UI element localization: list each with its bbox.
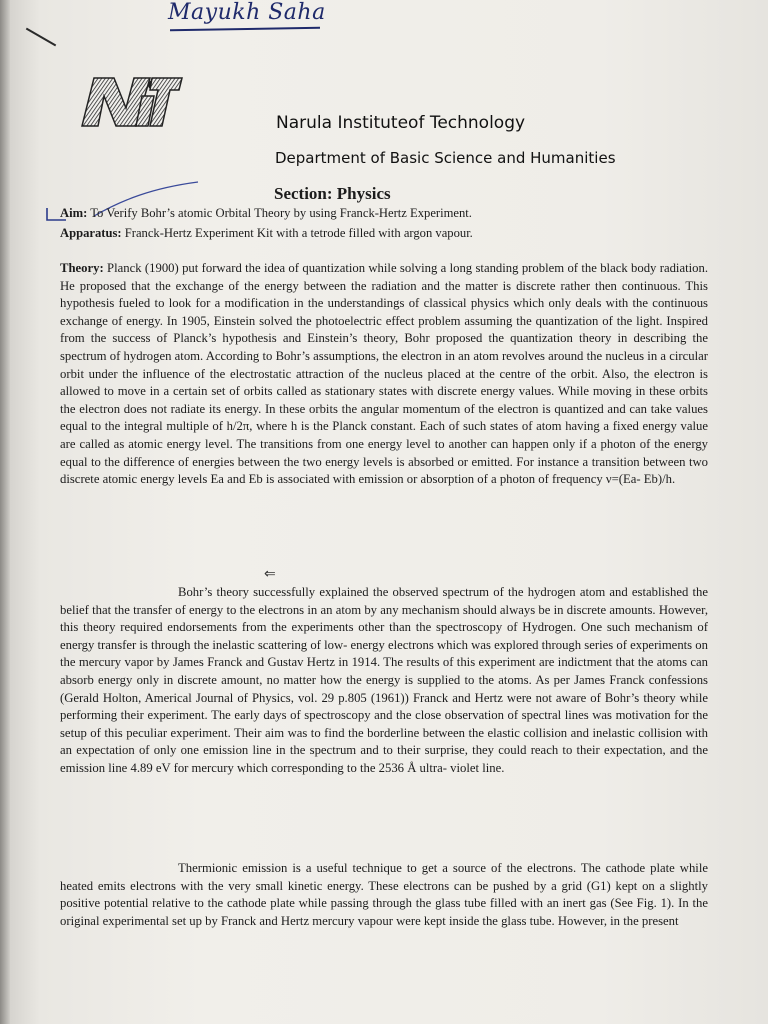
- handwritten-signature: Mayukh Saha: [168, 0, 326, 25]
- section-title: Section: Physics: [274, 184, 391, 203]
- paragraph-thermionic-emission: Thermionic emission is a useful technique to get a source of the electrons. The cathode plate while heated emits electrons with the very small kinetic energy. These electrons can be pushed by a grid (G1) kept on a slightly positive potential relative to the cathode plate while passing through the glass tube filled with an inert gas (See Fig. 1). In the original experimental set up by Franck and Hertz mercury vapour were kept inside the glass tube. However, in the present: [60, 861, 708, 928]
- apparatus-text: Franck-Hertz Experiment Kit with a tetrode filled with argon vapour.: [121, 226, 473, 240]
- apparatus-line: [60, 226, 473, 241]
- pen-mark: [26, 28, 56, 47]
- theory-label: Theory:: [60, 261, 104, 275]
- aim-line: [60, 206, 472, 221]
- theory-text: Planck (1900) put forward the idea of quantization while solving a long standing problem of the black body radiation. He proposed that the exchange of the energy between the radiation and the matter is discrete rather then continuous. This hypothesis fueled to look for a modification in the understandings of classical physics which only deals with the continuous exchange of energy. In 1905, Einstein solved the photoelectric effect problem assuming the quantization of the light. Inspired from the success of Planck’s hypothesis and Einstein’s theory, Bohr proposed the quantization theory in describing the spectrum of hydrogen atom. According to Bohr’s assumptions, the electron in an atom revolves around the nucleus in a circular orbit under the influence of the electrostatic attraction of the nucleus placed at the centre of the orbit. Also, the electron is allowed to move in a certain set of orbits called as stationary states with discrete energy values. While moving in these orbits the electron does not radiate its energy. In these orbits the angular momentum of the electron is quantized and can take values equal to the integral multiple of h/2π, where h is the Planck constant. Each of such states of atom having a fixed energy value are called as atomic energy level. The transitions from one energy level to another can happen only if a photon of the energy equal to the difference of energies between the two energy levels is absorbed or emitted. For instance a transition between two discrete atomic energy levels Ea and Eb is associated with emission or absorption of a photon of frequency ν=(Ea- Eb)/h.: [60, 261, 708, 487]
- pen-mark-arrow: ⇐: [264, 567, 276, 582]
- institute-name: Narula Instituteof Technology: [276, 113, 526, 133]
- aim-text: To Verify Bohr’s atomic Orbital Theory by using Franck-Hertz Experiment.: [87, 206, 472, 220]
- paragraph-bohr-theory: Bohr’s theory successfully explained the observed spectrum of the hydrogen atom and established the belief that the transfer of energy to the electrons in an atom by any mechanism should always be in discrete amounts. However, this theory required endorsements from the experiments other than the spectroscopy of Hydrogen. One such mechanism of energy transfer is through the inelastic scattering of low- energy electrons which was explored through series of experiments on the mercury vapor by James Franck and Gustav Hertz in 1914. The results of this experiment are indictment that the atoms can absorb energy only in discrete amount, no matter how the energy is supplied to the atoms. As per James Franck confessions (Gerald Holton, Americal Journal of Physics, vol. 29 p.805 (1961)) Franck and Hertz were not aware of Bohr’s theory while performing their experiment. The early days of spectroscopy and the close observation of spectral lines was motivation for the setup of this peculiar experiment. Their aim was to find the borderline between the elastic collision and inelastic collision with an expectation of only one emission line in the spectrum and to their surprise, they could reach to their expectation, and the emission line 4.89 eV for mercury which corresponding to the 2536 Å ultra- violet line.: [60, 585, 708, 775]
- theory-paragraph: [60, 260, 708, 489]
- signature-underline: [170, 27, 320, 32]
- apparatus-label: Apparatus:: [60, 226, 122, 240]
- page-edge-shadow: [0, 0, 10, 1024]
- department-name: Department of Basic Science and Humanities: [275, 149, 616, 167]
- nit-logo: [80, 72, 184, 132]
- aim-label: Aim:: [60, 206, 88, 220]
